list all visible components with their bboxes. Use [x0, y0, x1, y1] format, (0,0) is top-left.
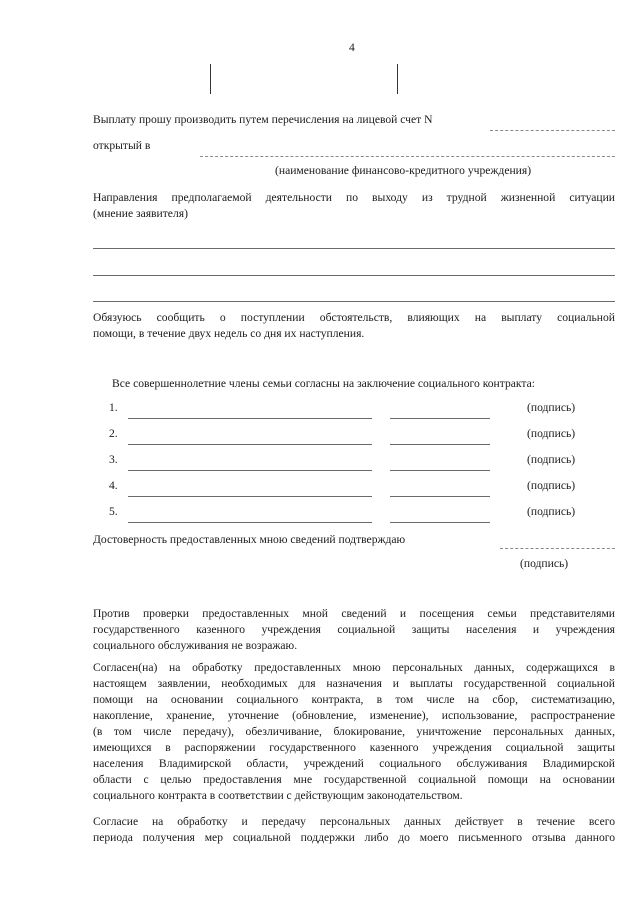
signature-caption: (подпись) [527, 479, 576, 492]
validity-text-line2: периода получения мер социальной поддержки либо до моего письменного отзыва данного [93, 831, 615, 844]
directions-text-line1: Направления предполагаемой деятельности по выходу из трудной жизненной ситуации [93, 191, 615, 204]
consent-text-line6: имеющихся в распоряжении государственного казенного учреждения социальной защиты [93, 741, 615, 754]
consent-text-line8: области с целью предоставления мне государственной социальной помощи на основании [93, 773, 615, 786]
consent-text-line9: социального контракта в соответствии с действующим законодательством. [93, 789, 463, 802]
signature-caption: (подпись) [527, 505, 576, 518]
family-member-signature-field[interactable] [390, 418, 490, 419]
directions-answer-line-2[interactable] [93, 275, 615, 276]
confirm-signature-field[interactable] [500, 548, 615, 549]
account-number-field[interactable] [490, 130, 615, 131]
signature-caption: (подпись) [527, 401, 576, 414]
consent-text-line7: населения Владимирской области, учреждений социального обслуживания Владимирской [93, 757, 615, 770]
signature-caption: (подпись) [527, 453, 576, 466]
family-member-name-field[interactable] [128, 444, 372, 445]
payment-bank-text: открытый в [93, 139, 151, 152]
consent-text-line2: настоящем заявлении, необходимых для назначения и выплаты государственной социальной [93, 677, 615, 690]
directions-answer-line-1[interactable] [93, 248, 615, 249]
page-number: 4 [349, 41, 355, 54]
family-member-name-field[interactable] [128, 470, 372, 471]
inspection-text-line1: Против проверки предоставленных мной сведений и посещения семьи представителями [93, 607, 615, 620]
payment-account-text: Выплату прошу производить путем перечисления на лицевой счет N [93, 113, 433, 126]
family-consent-intro: Все совершеннолетние члены семьи согласны на заключение социального контракта: [112, 377, 535, 390]
family-member-name-field[interactable] [128, 522, 372, 523]
row-number: 5. [109, 505, 118, 518]
directions-answer-line-3[interactable] [93, 301, 615, 302]
inspection-text-line2: государственного казенного учреждения социальной защиты населения и учреждения [93, 623, 615, 636]
family-member-signature-field[interactable] [390, 444, 490, 445]
consent-text-line5: (в том числе передачу), обезличивание, блокирование, уничтожение персональных данных, [93, 725, 615, 738]
obligation-text-line2: помощи, в течение двух недель со дня их наступления. [93, 327, 365, 340]
family-member-name-field[interactable] [128, 496, 372, 497]
consent-text-line3: помощи на основании социального контракта, в том числе на сбор, систематизацию, [93, 693, 615, 706]
family-member-name-field[interactable] [128, 418, 372, 419]
bank-name-field[interactable] [200, 156, 615, 157]
table-border-left [210, 64, 211, 94]
confirm-signature-caption: (подпись) [520, 557, 569, 570]
inspection-text-line3: социального обслуживания не возражаю. [93, 639, 298, 652]
directions-text-line2: (мнение заявителя) [93, 207, 188, 220]
family-member-signature-field[interactable] [390, 470, 490, 471]
row-number: 2. [109, 427, 118, 440]
row-number: 3. [109, 453, 118, 466]
validity-text-line1: Согласие на обработку и передачу персональных данных действует в течение всего [93, 815, 615, 828]
family-member-signature-field[interactable] [390, 522, 490, 523]
bank-name-caption: (наименование финансово-кредитного учреждения) [275, 164, 532, 177]
obligation-text-line1: Обязуюсь сообщить о поступлении обстоятельств, влияющих на выплату социальной [93, 311, 615, 324]
consent-text-line4: накопление, хранение, уточнение (обновление, изменение), использование, распространение [93, 709, 615, 722]
signature-caption: (подпись) [527, 427, 576, 440]
row-number: 4. [109, 479, 118, 492]
confirm-accuracy-text: Достоверность предоставленных мною сведений подтверждаю [93, 533, 406, 546]
table-border-right [397, 64, 398, 94]
consent-text-line1: Согласен(на) на обработку предоставленных мною персональных данных, содержащихся в [93, 661, 615, 674]
row-number: 1. [109, 401, 118, 414]
family-member-signature-field[interactable] [390, 496, 490, 497]
